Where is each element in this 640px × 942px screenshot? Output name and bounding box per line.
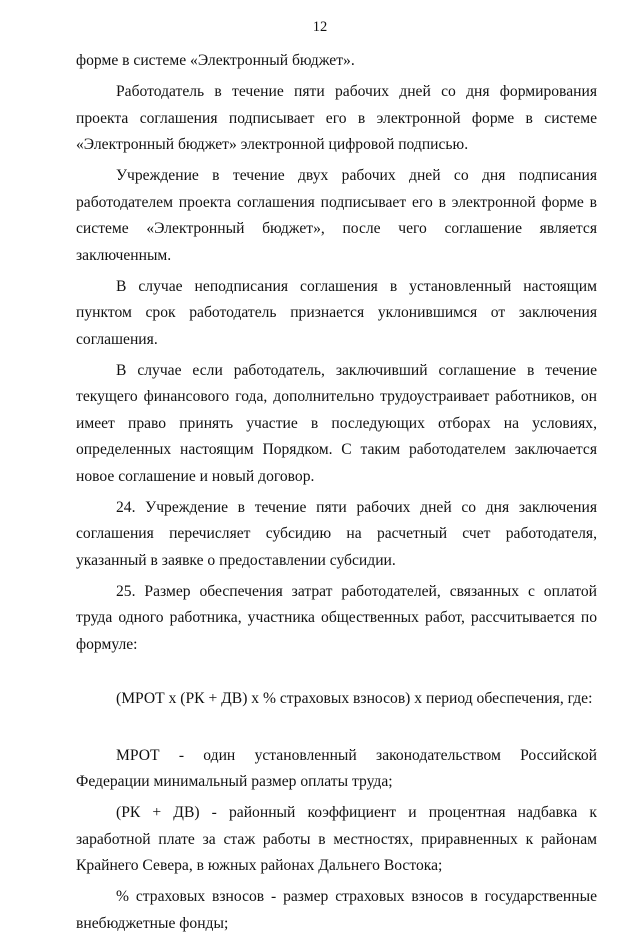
paragraph-employer-signing: Работодатель в течение пяти рабочих дней со дня формирования проекта соглашения подписывает его в электронной форме в системе «Электронный бюджет» электронной цифровой подписью. <box>76 83 597 153</box>
definition-insurance-contributions: % страховых взносов - размер страховых взносов в государственные внебюджетные фонды; <box>76 888 597 932</box>
paragraph-non-signing: В случае неподписания соглашения в установленный настоящим пунктом срок работодатель признается уклонившимся от заключения соглашения. <box>76 277 597 348</box>
paragraph-institution-signing: Учреждение в течение двух рабочих дней со дня подписания работодателем проекта соглашения подписывает его в электронной форме в системе «Электронный бюджет», после чего соглашение является заключенным. <box>76 167 597 264</box>
paragraph-additional-hiring: В случае если работодатель, заключивший соглашение в течение текущего финансового года, дополнительно трудоустраивает работников, он имеет право принять участие в последующих отборах на условиях, определенных настоящим Порядком. С таким работодателем заключается новое соглашение и новый договор. <box>76 361 597 485</box>
definition-mrot: МРОТ - один установленный законодательством Российской Федерации минимальный размер оплаты труда; <box>76 746 597 790</box>
paragraph-continuation: форме в системе «Электронный бюджет». <box>76 52 355 69</box>
paragraph-item-24: 24. Учреждение в течение пяти рабочих дней со дня заключения соглашения перечисляет субсидию на расчетный счет работодателя, указанный в заявке о предоставлении субсидии. <box>76 498 597 569</box>
formula: (МРОТ х (РК + ДВ) х % страховых взносов) х период обеспечения, где: <box>116 690 593 707</box>
paragraph-item-25: 25. Размер обеспечения затрат работодателей, связанных с оплатой труда одного работника, участника общественных работ, рассчитывается по формуле: <box>76 582 597 653</box>
definition-rk-dv: (РК + ДВ) - районный коэффициент и процентная надбавка к заработной плате за стаж работы в местностях, приравненных к районам Крайнего Севера, в южных районах Дальнего Востока; <box>76 804 597 874</box>
document-body <box>76 48 597 942</box>
page-number: 12 <box>312 19 328 35</box>
